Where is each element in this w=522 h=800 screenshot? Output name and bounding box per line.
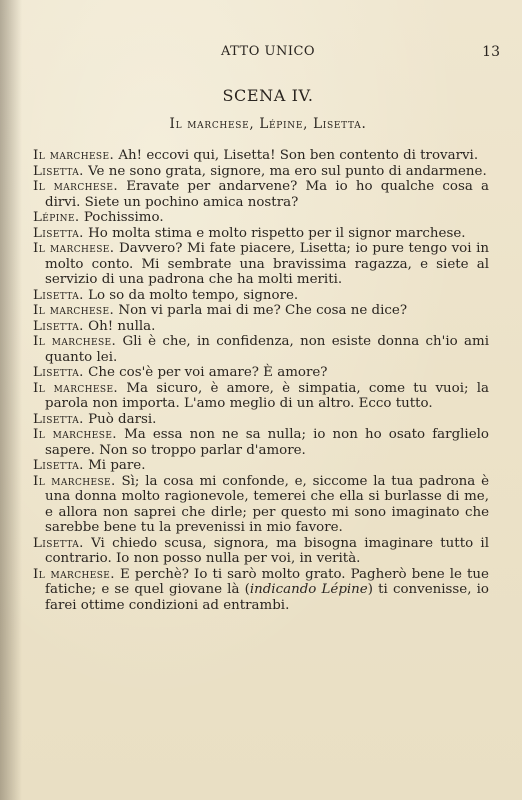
dialogue-line bbox=[33, 567, 489, 614]
binding-shadow bbox=[0, 0, 22, 800]
dialogue-line bbox=[33, 288, 489, 304]
dialogue-line bbox=[33, 365, 489, 381]
running-header bbox=[36, 44, 500, 64]
line-text: Lo so da molto tempo, signore. bbox=[88, 287, 299, 303]
dialogue-line bbox=[33, 210, 489, 226]
line-text: Vi chiedo scusa, signora, ma bisogna imaginare tutto il contrario. Io non posso nulla per voi, in verità. bbox=[45, 535, 489, 566]
dialogue-line bbox=[33, 319, 489, 335]
dialogue-line bbox=[33, 458, 489, 474]
speaker: Il marchese. bbox=[33, 303, 115, 318]
dialogue-line bbox=[33, 334, 489, 365]
line-text: Eravate per andarvene? Ma io ho qualche cosa a dirvi. Siete un pochino amica nostra? bbox=[45, 179, 489, 210]
dialogue-line bbox=[33, 427, 489, 458]
dialogue bbox=[33, 148, 489, 613]
running-title: ATTO UNICO bbox=[220, 44, 316, 59]
speaker: Il marchese. bbox=[33, 334, 117, 349]
speaker: Lisetta. bbox=[33, 163, 84, 179]
line-text: Gli è che, in confidenza, non esiste donna ch'io ami quanto lei. bbox=[45, 334, 489, 365]
dialogue-line bbox=[33, 474, 489, 536]
dialogue-line bbox=[33, 226, 489, 242]
speaker: Il marchese. bbox=[33, 179, 119, 194]
line-text: Pochissimo. bbox=[83, 210, 164, 225]
speaker: Il marchese. bbox=[33, 566, 115, 582]
dialogue-line bbox=[33, 303, 489, 319]
dialogue-line bbox=[33, 148, 489, 164]
speaker: Lisetta. bbox=[33, 225, 84, 241]
dialogue-line bbox=[33, 164, 489, 180]
speaker: Il marchese. bbox=[33, 473, 116, 489]
line-text: Ah! eccovi qui, Lisetta! Son ben contento di trovarvi. bbox=[118, 148, 479, 163]
speaker: Il marchese. bbox=[33, 241, 115, 256]
dialogue-line bbox=[33, 412, 489, 428]
line-text: Che cos'è per voi amare? È amore? bbox=[88, 365, 328, 380]
scene-characters: Il marchese, Lépine, Lisetta. bbox=[169, 116, 367, 132]
line-text: Ma essa non ne sa nulla; io non ho osato farglielo sapere. Non so troppo parlar d'amore. bbox=[45, 427, 489, 458]
dialogue-line bbox=[33, 381, 489, 412]
speaker: Lisetta. bbox=[33, 411, 84, 427]
stage-direction: indicando Lépine bbox=[249, 582, 368, 597]
page-number: 13 bbox=[482, 44, 500, 60]
speaker: Lisetta. bbox=[33, 318, 84, 334]
scene-title: SCENA IV. bbox=[222, 86, 314, 105]
speaker: Il marchese. bbox=[33, 148, 115, 163]
speaker: Lisetta. bbox=[33, 365, 84, 380]
dialogue-line bbox=[33, 536, 489, 567]
line-text: Ve ne sono grata, signore, ma ero sul punto di andarmene. bbox=[88, 163, 487, 179]
speaker: Il marchese. bbox=[33, 380, 119, 396]
line-text: Non vi parla mai di me? Che cosa ne dice? bbox=[118, 303, 408, 318]
line-text: Sì; la cosa mi confonde, e, siccome la tua padrona è una donna molto ragionevole, temerei che ella si burlasse di me, e allora non saprei che dirle; per questo mi sono imaginato che sarebbe bene tu la prevenissi in mio favore. bbox=[45, 473, 489, 535]
speaker: Lisetta. bbox=[33, 535, 84, 551]
dialogue-line bbox=[33, 241, 489, 288]
speaker: Lépine. bbox=[33, 210, 80, 225]
line-text-before: E perchè? Io ti sarò molto grato. Pagherò bene le tue fatiche; e se quel giovane là ( bbox=[45, 566, 489, 597]
speaker: Il marchese. bbox=[33, 427, 117, 442]
speaker: Lisetta. bbox=[33, 287, 84, 303]
line-text: Davvero? Mi fate piacere, Lisetta; io pure tengo voi in molto conto. Mi sembrate una bravissima ragazza, e siete al servizio di una padrona che ha molti meriti. bbox=[45, 241, 489, 287]
line-text: Ma sicuro, è amore, è simpatia, come tu vuoi; la parola non importa. L'amo meglio di un altro. Ecco tutto. bbox=[45, 380, 489, 411]
dialogue-line bbox=[33, 179, 489, 210]
line-text-after: ) ti convenisse, io farei ottime condizioni ad entrambi. bbox=[45, 582, 489, 613]
speaker: Lisetta. bbox=[33, 458, 84, 473]
line-text: Mi pare. bbox=[88, 458, 146, 473]
line-text: Oh! nulla. bbox=[88, 318, 156, 334]
line-text: Può darsi. bbox=[88, 411, 157, 427]
line-text: Ho molta stima e molto rispetto per il signor marchese. bbox=[88, 225, 466, 241]
